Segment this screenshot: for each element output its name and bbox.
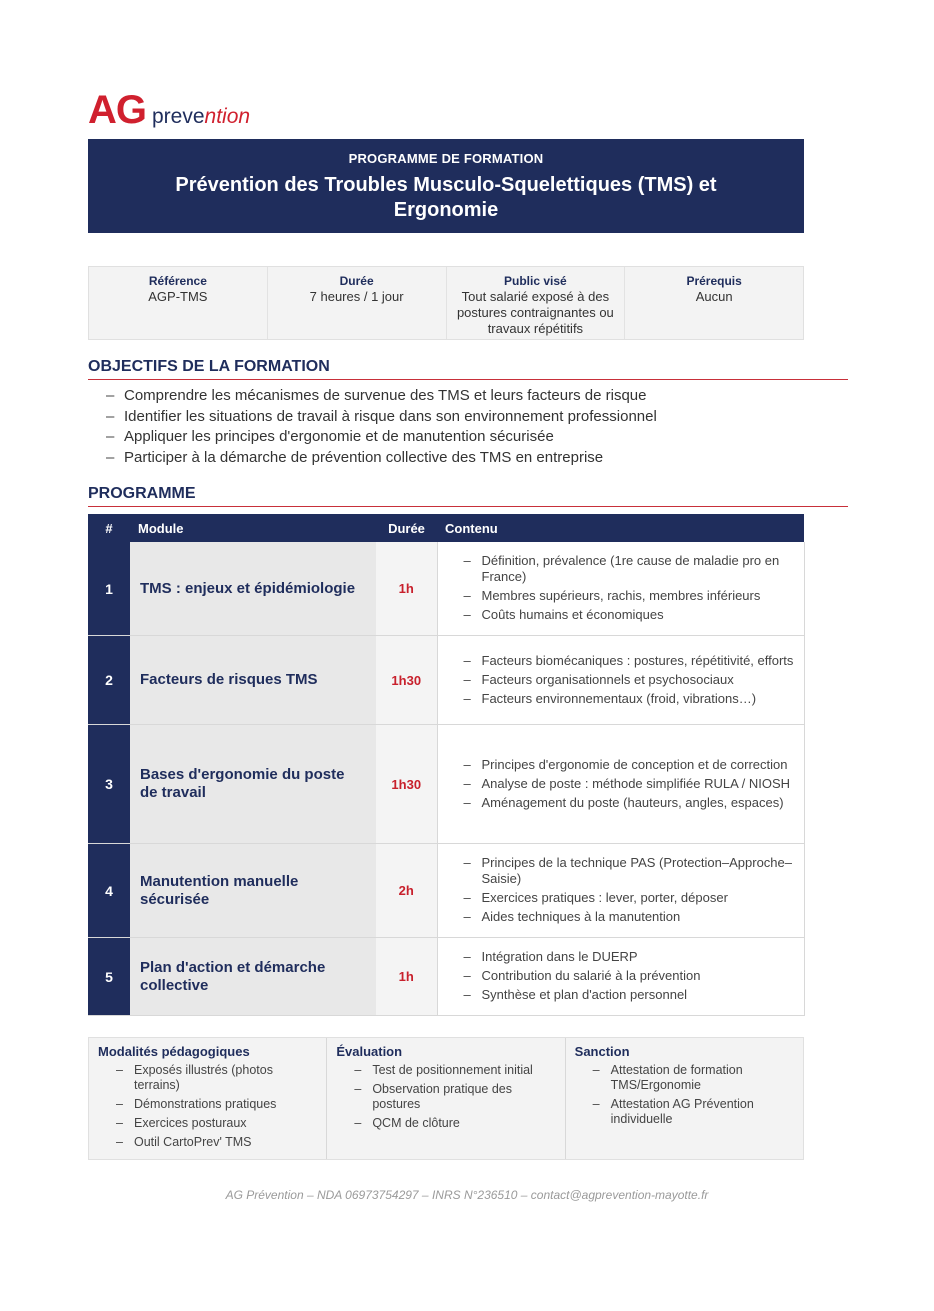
module-duration: 1h30 (376, 725, 437, 844)
info-label: Référence (148, 274, 207, 288)
modality-text: Exercices posturaux (134, 1116, 247, 1130)
content-text: Définition, prévalence (1re cause de maladie pro en France) (481, 553, 780, 584)
module-content (437, 938, 804, 1016)
list-item (593, 1063, 794, 1093)
dash-bullet: – (106, 407, 115, 425)
info-value: Tout salarié exposé à des postures contraignantes ou travaux répétitifs (456, 289, 614, 336)
content-text: Principes d'ergonomie de conception et de correction (481, 756, 788, 772)
dash-bullet: – (463, 890, 471, 905)
list-item (464, 795, 794, 811)
module-content (437, 542, 804, 636)
dash-bullet: – (116, 1063, 123, 1077)
column-header-content: Contenu (437, 514, 804, 542)
modalities-heading: Modalités pédagogiques (98, 1044, 250, 1059)
module-title: Facteurs de risques TMS (130, 636, 376, 725)
info-value: 7 heures / 1 jour (309, 289, 404, 304)
content-text: Facteurs organisationnels et psychosociaux (481, 671, 734, 687)
module-title: Manutention manuelle sécurisée (130, 844, 376, 938)
info-label: Durée (339, 274, 374, 288)
dash-bullet: – (463, 987, 471, 1002)
list-item (106, 407, 657, 428)
dash-bullet: – (463, 968, 471, 983)
list-item (464, 909, 794, 925)
list-item (354, 1063, 555, 1078)
column-header-module: Module (130, 514, 376, 542)
list-item (354, 1082, 555, 1112)
table-row (88, 938, 804, 1016)
module-number: 1 (88, 542, 130, 636)
info-duration (268, 267, 447, 339)
list-item (464, 607, 794, 623)
modality-text: Test de positionnement initial (372, 1063, 533, 1077)
module-duration: 1h (376, 938, 437, 1016)
list-item (464, 949, 794, 965)
content-text: Aménagement du poste (hauteurs, angles, espaces) (481, 794, 784, 810)
info-label: Public visé (504, 274, 567, 288)
modalities-heading: Évaluation (336, 1044, 403, 1059)
table-row (88, 542, 804, 636)
dash-bullet: – (106, 428, 115, 445)
module-title: Plan d'action et démarche collective (130, 938, 376, 1016)
objective-text: Appliquer les principes d'ergonomie et de manutention sécurisée (124, 428, 554, 445)
dash-bullet: – (463, 756, 471, 772)
list-item (464, 757, 794, 773)
module-title: TMS : enjeux et épidémiologie (130, 542, 376, 636)
list-item (464, 987, 794, 1003)
info-audience (447, 267, 626, 339)
modality-text: Exposés illustrés (photos terrains) (134, 1063, 273, 1092)
info-prerequisites (625, 267, 803, 339)
list-item (106, 427, 657, 448)
dash-bullet: – (463, 553, 471, 568)
list-item (464, 553, 794, 585)
info-label: Prérequis (686, 274, 742, 288)
modalities-pedagogy (89, 1038, 327, 1159)
column-header-duration: Durée (376, 514, 437, 542)
content-text: Aides techniques à la manutention (481, 909, 681, 924)
module-duration: 2h (376, 844, 437, 938)
modality-text: Observation pratique des postures (372, 1082, 512, 1111)
dash-bullet: – (354, 1063, 362, 1077)
title-banner (88, 139, 804, 233)
list-item (464, 968, 794, 984)
list-item (464, 776, 794, 792)
dash-bullet: – (463, 909, 471, 924)
page-title: Prévention des Troubles Musculo-Squelettiques (TMS) et Ergonomie (175, 174, 717, 221)
dash-bullet: – (463, 949, 471, 964)
content-text: Coûts humains et économiques (481, 607, 664, 622)
logo-word-b: ntion (204, 105, 251, 128)
module-content (437, 844, 804, 938)
modalities-evaluation (327, 1038, 565, 1159)
table-row (88, 844, 804, 938)
dash-bullet: – (106, 448, 115, 466)
module-content (437, 725, 804, 844)
list-item (464, 890, 794, 906)
modalities-sanction (566, 1038, 803, 1159)
dash-bullet: – (354, 1082, 362, 1096)
list-item (116, 1063, 317, 1093)
dash-bullet: – (116, 1097, 123, 1111)
objectives-heading: OBJECTIFS DE LA FORMATION (88, 358, 848, 380)
table-header-row (88, 514, 804, 542)
dash-bullet: – (463, 855, 471, 870)
dash-bullet: – (463, 588, 471, 603)
objectives-list (106, 386, 657, 468)
logo-ag: AG (88, 88, 146, 132)
list-item (593, 1097, 794, 1127)
dash-bullet: – (463, 607, 471, 622)
modality-text: Outil CartoPrev' TMS (134, 1135, 252, 1149)
modality-text: Attestation AG Prévention individuelle (610, 1097, 754, 1126)
list-item (116, 1097, 317, 1112)
list-item (106, 386, 657, 407)
module-title: Bases d'ergonomie du poste de travail (130, 725, 376, 844)
content-text: Synthèse et plan d'action personnel (481, 987, 688, 1002)
modality-text: Attestation de formation TMS/Ergonomie (610, 1063, 743, 1092)
info-value: Aucun (695, 289, 733, 304)
dash-bullet: – (463, 794, 471, 810)
modalities-box (88, 1037, 804, 1160)
banner-kicker: PROGRAMME DE FORMATION (348, 151, 544, 166)
page-footer: AG Prévention – NDA 06973754297 – INRS N°236510 – contact@agprevention-mayotte.fr (225, 1188, 709, 1202)
info-box (88, 266, 804, 340)
content-text: Facteurs environnementaux (froid, vibrations…) (481, 690, 757, 706)
content-text: Intégration dans le DUERP (481, 949, 638, 964)
logo (88, 88, 250, 133)
objective-text: Identifier les situations de travail à risque dans son environnement professionnel (124, 407, 657, 425)
dash-bullet: – (116, 1116, 123, 1130)
content-text: Membres supérieurs, rachis, membres inférieurs (481, 588, 761, 603)
dash-bullet: – (592, 1063, 600, 1077)
content-text: Contribution du salarié à la prévention (481, 968, 701, 983)
modality-text: QCM de clôture (372, 1116, 460, 1130)
objective-text: Participer à la démarche de prévention collective des TMS en entreprise (124, 448, 604, 466)
program-table (88, 514, 805, 1016)
table-row (88, 636, 804, 725)
dash-bullet: – (116, 1135, 123, 1149)
dash-bullet: – (463, 775, 471, 791)
list-item (464, 588, 794, 604)
list-item (464, 855, 794, 887)
list-item (116, 1135, 317, 1150)
list-item (354, 1116, 555, 1131)
table-row (88, 725, 804, 844)
module-number: 4 (88, 844, 130, 938)
info-reference (89, 267, 268, 339)
list-item (464, 672, 794, 688)
dash-bullet: – (463, 671, 471, 687)
module-content (437, 636, 804, 725)
module-duration: 1h (376, 542, 437, 636)
list-item (106, 448, 657, 469)
list-item (464, 691, 794, 707)
content-text: Facteurs biomécaniques : postures, répétitivité, efforts (481, 652, 794, 668)
modality-text: Démonstrations pratiques (134, 1097, 277, 1111)
content-text: Analyse de poste : méthode simplifiée RULA / NIOSH (481, 775, 791, 791)
module-number: 3 (88, 725, 130, 844)
program-heading: PROGRAMME (88, 485, 848, 507)
list-item (116, 1116, 317, 1131)
module-number: 2 (88, 636, 130, 725)
dash-bullet: – (463, 652, 471, 668)
dash-bullet: – (354, 1116, 362, 1130)
info-value: AGP-TMS (148, 289, 208, 304)
content-text: Principes de la technique PAS (Protection–Approche–Saisie) (481, 855, 793, 886)
dash-bullet: – (106, 387, 115, 404)
content-text: Exercices pratiques : lever, porter, déposer (481, 890, 728, 905)
list-item (464, 653, 794, 669)
dash-bullet: – (463, 690, 471, 706)
modalities-heading: Sanction (574, 1044, 630, 1059)
module-duration: 1h30 (376, 636, 437, 725)
logo-word-a: preve (152, 105, 205, 128)
dash-bullet: – (592, 1097, 600, 1111)
logo-wordmark (152, 105, 250, 128)
column-header-num: # (88, 514, 130, 542)
objective-text: Comprendre les mécanismes de survenue des TMS et leurs facteurs de risque (124, 387, 647, 404)
module-number: 5 (88, 938, 130, 1016)
